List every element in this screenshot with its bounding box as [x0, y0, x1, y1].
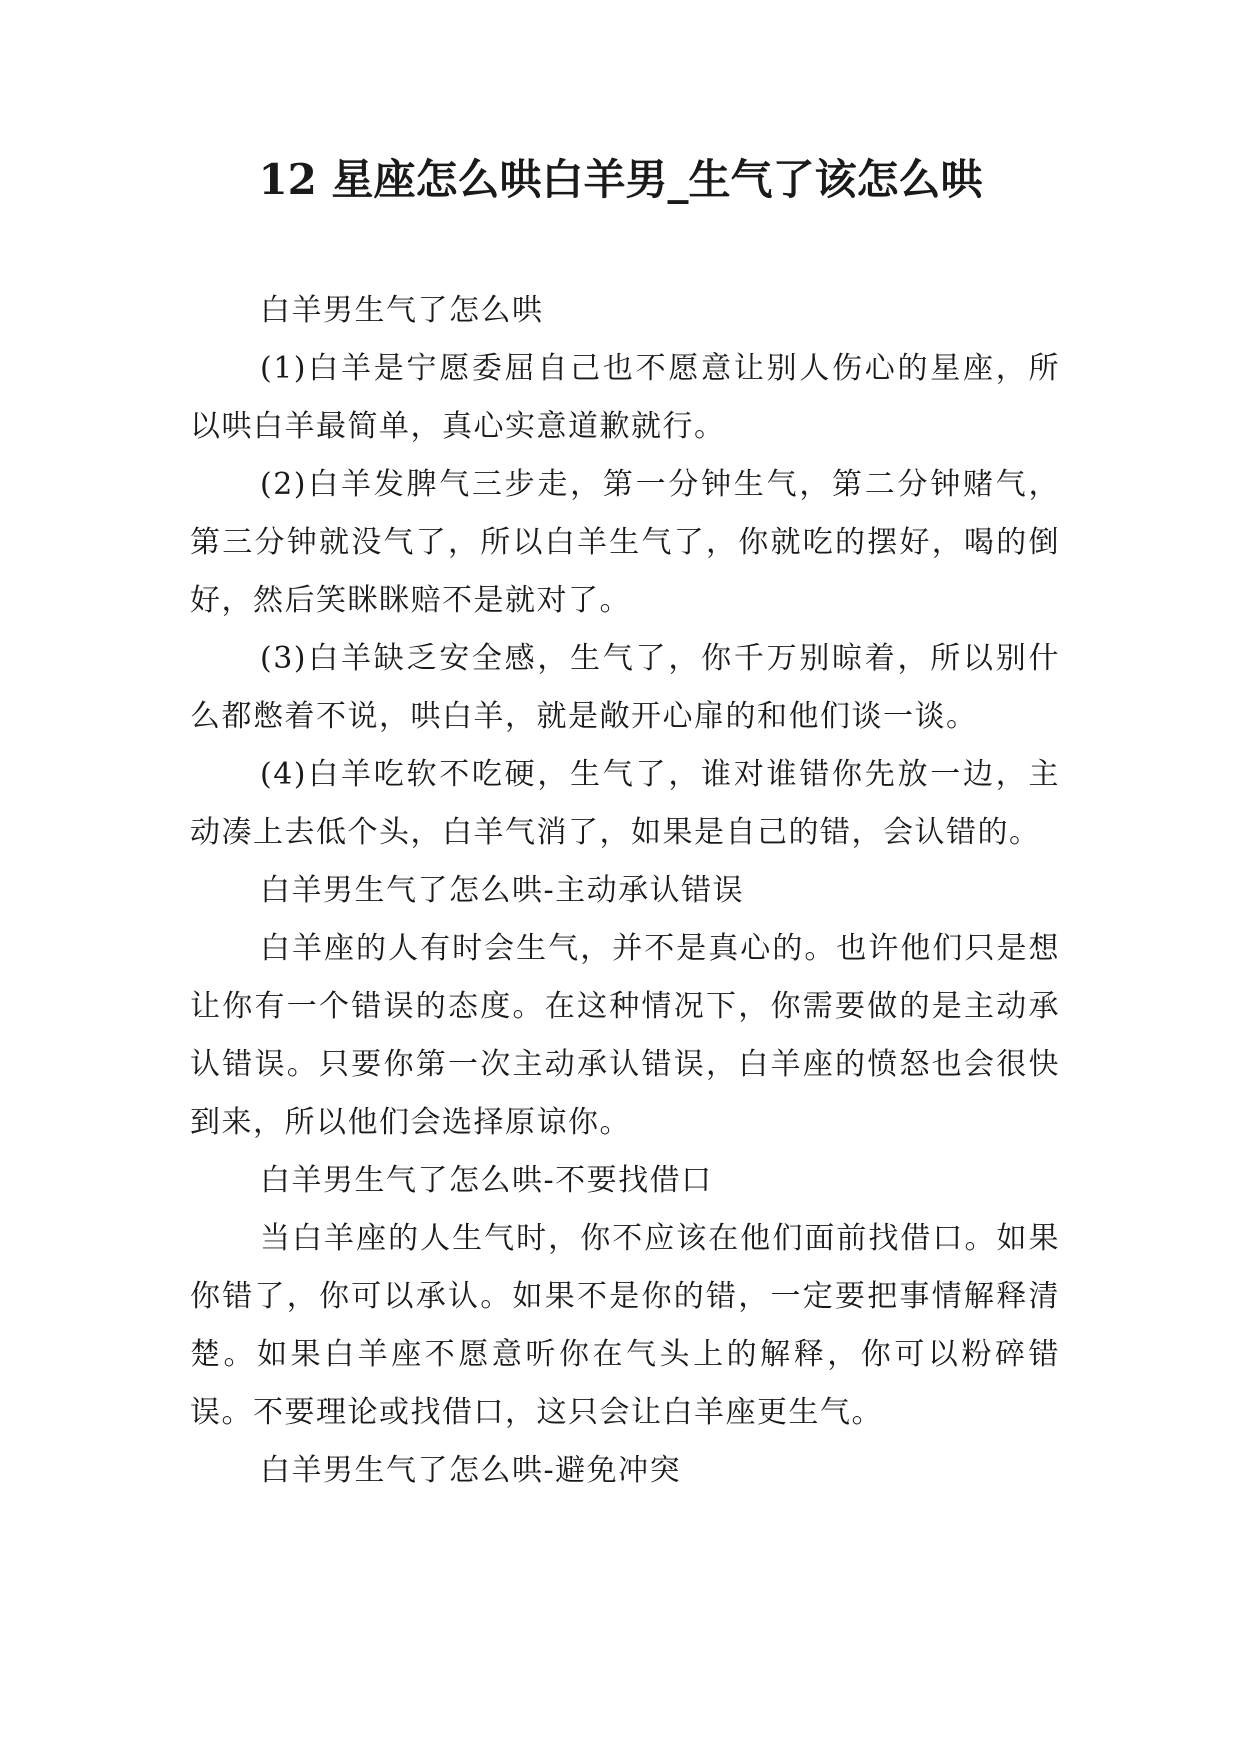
paragraph: 当白羊座的人生气时，你不应该在他们面前找借口。如果你错了，你可以承认。如果不是你的错，一定要把事情解释清楚。如果白羊座不愿意听你在气头上的解释，你可以粉碎错误。不要理论或找借口，这只会让白羊座更生气。 — [190, 1221, 1060, 1430]
section-heading: 白羊男生气了怎么哄-避免冲突 — [260, 1453, 682, 1488]
paragraph: (3)白羊缺乏安全感，生气了，你千万别晾着，所以别什么都憋着不说，哄白羊，就是敞开心扉的和他们谈一谈。 — [190, 641, 1060, 734]
paragraph: 白羊座的人有时会生气，并不是真心的。也许他们只是想让你有一个错误的态度。在这种情况下，你需要做的是主动承认错误。只要你第一次主动承认错误，白羊座的愤怒也会很快到来，所以他们会选择原谅你。 — [190, 931, 1060, 1140]
section-heading: 白羊男生气了怎么哄 — [260, 293, 544, 328]
paragraph: (1)白羊是宁愿委屈自己也不愿意让别人伤心的星座，所以哄白羊最简单，真心实意道歉就行。 — [190, 351, 1060, 444]
paragraph: (2)白羊发脾气三步走，第一分钟生气，第二分钟赌气，第三分钟就没气了，所以白羊生气了，你就吃的摆好，喝的倒好，然后笑眯眯赔不是就对了。 — [190, 467, 1060, 618]
section-heading: 白羊男生气了怎么哄-不要找借口 — [260, 1163, 713, 1198]
paragraph: (4)白羊吃软不吃硬，生气了，谁对谁错你先放一边，主动凑上去低个头，白羊气消了，如果是自己的错，会认错的。 — [190, 757, 1060, 850]
document-body — [190, 282, 1060, 1500]
document-title: 12 星座怎么哄白羊男_生气了该怎么哄 — [258, 155, 983, 204]
section-heading: 白羊男生气了怎么哄-主动承认错误 — [260, 873, 745, 908]
